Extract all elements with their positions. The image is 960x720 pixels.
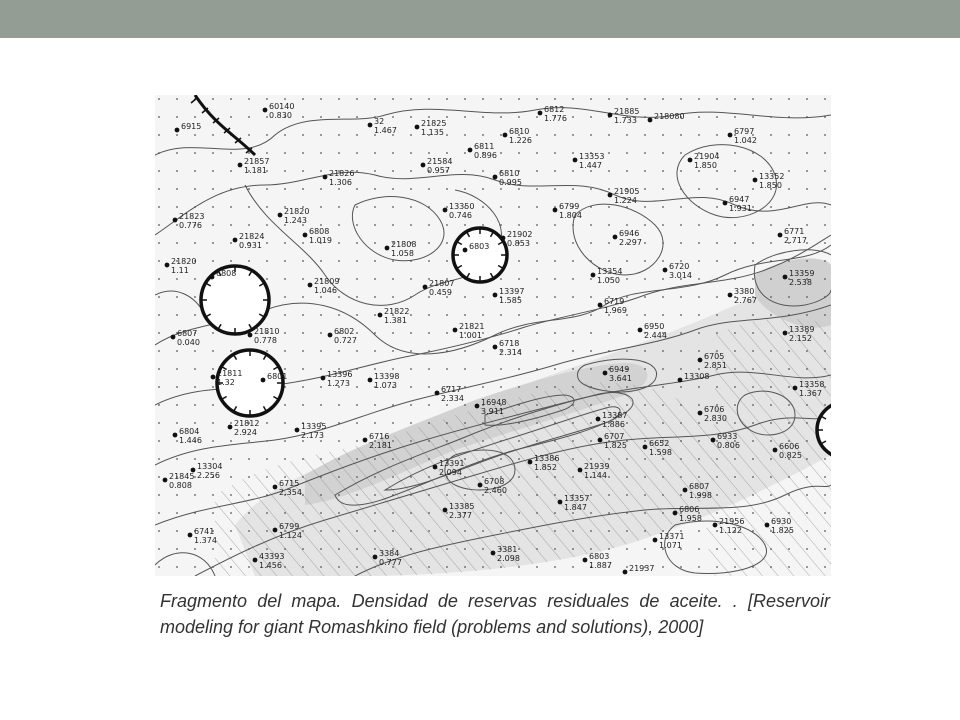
well-value-label: 0.830 xyxy=(269,111,292,120)
well-dot xyxy=(783,331,788,336)
well-value-label: 1.850 xyxy=(759,181,782,190)
well-id-label: 6803 xyxy=(469,242,490,251)
well-value-label: 2.924 xyxy=(234,428,257,437)
well-id-label: 6717 xyxy=(441,385,462,394)
well-dot xyxy=(228,425,233,430)
well-dot xyxy=(173,218,178,223)
well-circle-3 xyxy=(453,228,507,282)
well-dot xyxy=(478,483,483,488)
well-dot xyxy=(778,233,783,238)
well-dot xyxy=(373,555,378,560)
well-id-label: 21820 xyxy=(284,207,310,216)
well-dot xyxy=(558,500,563,505)
well-value-label: 1.226 xyxy=(509,136,532,145)
well-id-label: 21809 xyxy=(314,277,340,286)
well-dot xyxy=(171,335,176,340)
well-value-label: 0.777 xyxy=(379,558,402,567)
well-id-label: 13371 xyxy=(659,532,685,541)
well-value-label: 0.040 xyxy=(177,338,200,347)
well-id-label: 21845 xyxy=(169,472,195,481)
well-dot xyxy=(273,485,278,490)
well-id-label: 3381 xyxy=(497,545,518,554)
well-id-label: 13387 xyxy=(602,411,628,420)
well-id-label: 6806 xyxy=(679,505,700,514)
top-band xyxy=(0,0,960,38)
well-id-label: 13358 xyxy=(799,380,825,389)
well-value-label: 1.850 xyxy=(694,161,717,170)
well-dot xyxy=(253,558,258,563)
well-dot xyxy=(421,163,426,168)
well-id-label: 6716 xyxy=(369,432,390,441)
well-value-label: 1.776 xyxy=(544,114,567,123)
well-dot xyxy=(553,208,558,213)
map-graphic xyxy=(155,95,831,576)
well-id-label: 6708 xyxy=(484,477,505,486)
well-dot xyxy=(433,465,438,470)
well-id-label: 21820 xyxy=(171,257,197,266)
well-id-label: 13308 xyxy=(684,372,710,381)
well-value-label: 1.135 xyxy=(421,128,444,137)
well-id-label: 6947 xyxy=(729,195,750,204)
well-dot xyxy=(783,275,788,280)
well-dot xyxy=(261,378,266,383)
well-dot xyxy=(308,283,313,288)
well-value-label: 2.444 xyxy=(644,331,667,340)
well-value-label: 1.243 xyxy=(284,216,307,225)
well-value-label: 1.001 xyxy=(459,331,482,340)
well-value-label: 3.911 xyxy=(481,407,504,416)
well-dot xyxy=(263,108,268,113)
well-value-label: 0.778 xyxy=(254,336,277,345)
well-id-label: 13350 xyxy=(449,202,475,211)
well-id-label: 6949 xyxy=(609,365,630,374)
well-value-label: 1.585 xyxy=(499,296,522,305)
well-id-label: 21812 xyxy=(234,419,260,428)
well-id-label: 6803 xyxy=(589,552,610,561)
well-dot xyxy=(443,508,448,513)
well-value-label: 1.804 xyxy=(559,211,582,220)
well-id-label: 43393 xyxy=(259,552,285,561)
well-id-label: 21826 xyxy=(329,169,355,178)
well-dot xyxy=(723,201,728,206)
well-value-label: 2.538 xyxy=(789,278,812,287)
well-id-label: 6720 xyxy=(669,262,690,271)
well-id-label: 6933 xyxy=(717,432,738,441)
well-value-label: 1.058 xyxy=(391,249,414,258)
well-value-label: 1.32 xyxy=(217,378,235,387)
well-dot xyxy=(603,371,608,376)
well-id-label: 6606 xyxy=(779,442,800,451)
well-id-label: 6802 xyxy=(334,327,355,336)
well-value-label: 1.046 xyxy=(314,286,337,295)
well-id-label: 21821 xyxy=(459,322,485,331)
well-value-label: 1.273 xyxy=(327,379,350,388)
well-dot xyxy=(211,375,216,380)
well-id-label: 13359 xyxy=(789,269,815,278)
well-dot xyxy=(328,333,333,338)
well-value-label: 2.460 xyxy=(484,486,507,495)
well-dot xyxy=(623,570,628,575)
well-id-label: 13354 xyxy=(597,267,623,276)
well-dot xyxy=(453,328,458,333)
well-id-label: 6797 xyxy=(734,127,755,136)
well-dot xyxy=(728,293,733,298)
well-dot xyxy=(493,293,498,298)
well-dot xyxy=(175,128,180,133)
well-dot xyxy=(321,376,326,381)
well-id-label: 21825 xyxy=(421,119,447,128)
well-value-label: 0.459 xyxy=(429,288,452,297)
well-dot xyxy=(728,133,733,138)
well-dot xyxy=(683,488,688,493)
well-value-label: 1.847 xyxy=(564,503,587,512)
well-dot xyxy=(638,328,643,333)
well-dot xyxy=(698,358,703,363)
well-id-label: 6808 xyxy=(309,227,330,236)
well-dot xyxy=(368,378,373,383)
well-dot xyxy=(598,303,603,308)
well-id-label: 6811 xyxy=(474,142,495,151)
well-dot xyxy=(753,178,758,183)
well-id-label: 13398 xyxy=(374,372,400,381)
well-id-label: 6707 xyxy=(604,432,625,441)
well-id-label: 21937 xyxy=(629,564,655,573)
well-value-label: 1.825 xyxy=(771,526,794,535)
well-dot xyxy=(578,468,583,473)
well-id-label: 6812 xyxy=(544,105,565,114)
well-value-label: 1.019 xyxy=(309,236,332,245)
well-dot xyxy=(643,445,648,450)
reserves-density-map xyxy=(155,95,831,576)
well-dot xyxy=(698,411,703,416)
well-id-label: 6810 xyxy=(509,127,530,136)
well-dot xyxy=(528,460,533,465)
well-dot xyxy=(608,113,613,118)
well-id-label: 16948 xyxy=(481,398,507,407)
well-value-label: 2.830 xyxy=(704,414,727,423)
well-dot xyxy=(493,345,498,350)
well-dot xyxy=(303,233,308,238)
well-value-label: 1.852 xyxy=(534,463,557,472)
well-value-label: 1.306 xyxy=(329,178,352,187)
well-dot xyxy=(793,386,798,391)
well-dot xyxy=(613,235,618,240)
well-value-label: 1.181 xyxy=(244,166,267,175)
well-dot xyxy=(583,558,588,563)
well-value-label: 1.11 xyxy=(171,266,189,275)
well-id-label: 13352 xyxy=(759,172,785,181)
well-dot xyxy=(368,123,373,128)
well-id-label: 13353 xyxy=(579,152,605,161)
well-value-label: 1.733 xyxy=(614,116,637,125)
well-dot xyxy=(163,478,168,483)
well-value-label: 1.958 xyxy=(679,514,702,523)
well-value-label: 2.173 xyxy=(301,431,324,440)
well-id-label: 6799 xyxy=(279,522,300,531)
well-dot xyxy=(233,238,238,243)
well-value-label: 1.446 xyxy=(179,436,202,445)
well-dot xyxy=(173,433,178,438)
well-value-label: 0.853 xyxy=(507,239,530,248)
well-value-label: 2.152 xyxy=(789,334,812,343)
well-dot xyxy=(468,148,473,153)
well-id-label: 21904 xyxy=(694,152,720,161)
well-id-label: 21584 xyxy=(427,157,453,166)
well-dot xyxy=(713,523,718,528)
well-id-label: 6930 xyxy=(771,517,792,526)
well-value-label: 1.825 xyxy=(604,441,627,450)
well-value-label: 2.314 xyxy=(499,348,522,357)
well-id-label: 21822 xyxy=(384,307,410,316)
well-dot xyxy=(673,511,678,516)
well-dot xyxy=(323,175,328,180)
well-id-label: 21808 xyxy=(391,240,417,249)
well-id-label: 13386 xyxy=(534,454,560,463)
well-value-label: 1.887 xyxy=(589,561,612,570)
well-id-label: 6715 xyxy=(279,479,300,488)
well-dot xyxy=(765,523,770,528)
well-value-label: 3.014 xyxy=(669,271,692,280)
well-dot xyxy=(711,438,716,443)
well-value-label: 2.098 xyxy=(497,554,520,563)
well-id-label: 6771 xyxy=(784,227,805,236)
well-value-label: 0.746 xyxy=(449,211,472,220)
well-dot xyxy=(591,273,596,278)
well-dot xyxy=(663,268,668,273)
well-value-label: 2.767 xyxy=(734,296,757,305)
well-dot xyxy=(493,175,498,180)
well-dot xyxy=(378,313,383,318)
well-dot xyxy=(688,158,693,163)
well-id-label: 6804 xyxy=(179,427,200,436)
well-dot xyxy=(503,133,508,138)
well-dot xyxy=(678,378,683,383)
well-value-label: 1.367 xyxy=(799,389,822,398)
well-id-label: 21823 xyxy=(179,212,205,221)
well-dot xyxy=(423,285,428,290)
well-id-label: 21857 xyxy=(244,157,270,166)
well-id-label: 6810 xyxy=(499,169,520,178)
well-value-label: 2.094 xyxy=(439,468,462,477)
well-dot xyxy=(475,404,480,409)
well-id-label: 6741 xyxy=(194,527,215,536)
well-dot xyxy=(435,391,440,396)
well-id-label: 3380 xyxy=(734,287,755,296)
well-marker xyxy=(648,112,685,122)
well-id-label: 6718 xyxy=(499,339,520,348)
well-value-label: 1.886 xyxy=(602,420,625,429)
well-id-label: 21905 xyxy=(614,187,640,196)
well-id-label: 6807 xyxy=(689,482,710,491)
well-value-label: 1.124 xyxy=(279,531,302,540)
well-id-label: 13391 xyxy=(439,459,465,468)
well-id-label: 6719 xyxy=(604,297,625,306)
well-value-label: 1.071 xyxy=(659,541,682,550)
well-dot xyxy=(210,275,215,280)
well-dot xyxy=(443,208,448,213)
well-value-label: 2.297 xyxy=(619,238,642,247)
well-value-label: 3.641 xyxy=(609,374,632,383)
well-dot xyxy=(501,236,506,241)
well-dot xyxy=(415,125,420,130)
well-dot xyxy=(648,118,653,123)
well-dot xyxy=(573,158,578,163)
figure-caption: Fragmento del mapa. Densidad de reservas residuales de aceite. . [Reservoir modeling for giant Romashkino field (problems and solutions), 2000] xyxy=(160,591,830,637)
well-value-label: 0.808 xyxy=(169,481,192,490)
well-value-label: 0.776 xyxy=(179,221,202,230)
well-id-label: 6652 xyxy=(649,439,670,448)
well-dot xyxy=(773,448,778,453)
well-value-label: 1.050 xyxy=(597,276,620,285)
well-value-label: 2.354 xyxy=(279,488,302,497)
well-dot xyxy=(653,538,658,543)
well-value-label: 2.851 xyxy=(704,361,727,370)
well-dot xyxy=(608,193,613,198)
well-id-label: 21807 xyxy=(429,279,455,288)
well-id-label: 6801 xyxy=(267,372,288,381)
well-id-label: 218080 xyxy=(654,112,685,121)
well-id-label: 21956 xyxy=(719,517,745,526)
well-value-label: 0.995 xyxy=(499,178,522,187)
well-id-label: 60140 xyxy=(269,102,295,111)
well-id-label: 6915 xyxy=(181,122,202,131)
well-value-label: 2.717 xyxy=(784,236,807,245)
well-value-label: 1.931 xyxy=(729,204,752,213)
well-id-label: 6799 xyxy=(559,202,580,211)
well-value-label: 1.598 xyxy=(649,448,672,457)
well-dot xyxy=(273,528,278,533)
well-dot xyxy=(295,428,300,433)
well-id-label: 21824 xyxy=(239,232,265,241)
well-dot xyxy=(238,163,243,168)
well-id-label: 13385 xyxy=(449,502,475,511)
well-value-label: 2.181 xyxy=(369,441,392,450)
well-dot xyxy=(248,333,253,338)
well-value-label: 1.381 xyxy=(384,316,407,325)
well-value-label: 1.224 xyxy=(614,196,637,205)
well-id-label: 6946 xyxy=(619,229,640,238)
well-id-label: 13357 xyxy=(564,494,590,503)
well-id-label: 32 xyxy=(374,117,385,126)
well-id-label: 6706 xyxy=(704,405,725,414)
well-value-label: 1.374 xyxy=(194,536,217,545)
well-value-label: 2.256 xyxy=(197,471,220,480)
well-value-label: 1.073 xyxy=(374,381,397,390)
well-dot xyxy=(491,551,496,556)
well-id-label: 6950 xyxy=(644,322,665,331)
well-id-label: 13397 xyxy=(499,287,525,296)
well-value-label: 1.998 xyxy=(689,491,712,500)
well-dot xyxy=(385,246,390,251)
well-id-label: 6808 xyxy=(216,269,237,278)
well-id-label: 21811 xyxy=(217,369,243,378)
well-value-label: 1.144 xyxy=(584,471,607,480)
well-dot xyxy=(278,213,283,218)
well-id-label: 21902 xyxy=(507,230,533,239)
well-value-label: 2.334 xyxy=(441,394,464,403)
well-id-label: 21885 xyxy=(614,107,640,116)
well-id-label: 13396 xyxy=(327,370,353,379)
well-id-label: 13395 xyxy=(301,422,327,431)
well-value-label: 1.969 xyxy=(604,306,627,315)
well-id-label: 6705 xyxy=(704,352,725,361)
well-dot xyxy=(596,417,601,422)
well-value-label: 1.447 xyxy=(579,161,602,170)
well-value-label: 2.377 xyxy=(449,511,472,520)
well-dot xyxy=(463,248,468,253)
well-id-label: 13389 xyxy=(789,325,815,334)
well-id-label: 13304 xyxy=(197,462,223,471)
well-dot xyxy=(188,533,193,538)
well-id-label: 21810 xyxy=(254,327,280,336)
well-dot xyxy=(165,263,170,268)
well-value-label: 1.042 xyxy=(734,136,757,145)
well-value-label: 0.896 xyxy=(474,151,497,160)
well-value-label: 0.931 xyxy=(239,241,262,250)
well-value-label: 1.467 xyxy=(374,126,397,135)
well-dot xyxy=(538,111,543,116)
well-id-label: 3384 xyxy=(379,549,400,558)
well-value-label: 0.727 xyxy=(334,336,357,345)
well-id-label: 6807 xyxy=(177,329,198,338)
well-dot xyxy=(598,438,603,443)
well-value-label: 0.806 xyxy=(717,441,740,450)
well-dot xyxy=(363,438,368,443)
well-value-label: 1.456 xyxy=(259,561,282,570)
well-id-label: 21939 xyxy=(584,462,610,471)
well-value-label: 0.825 xyxy=(779,451,802,460)
well-value-label: 0.957 xyxy=(427,166,450,175)
well-value-label: 1.122 xyxy=(719,526,742,535)
